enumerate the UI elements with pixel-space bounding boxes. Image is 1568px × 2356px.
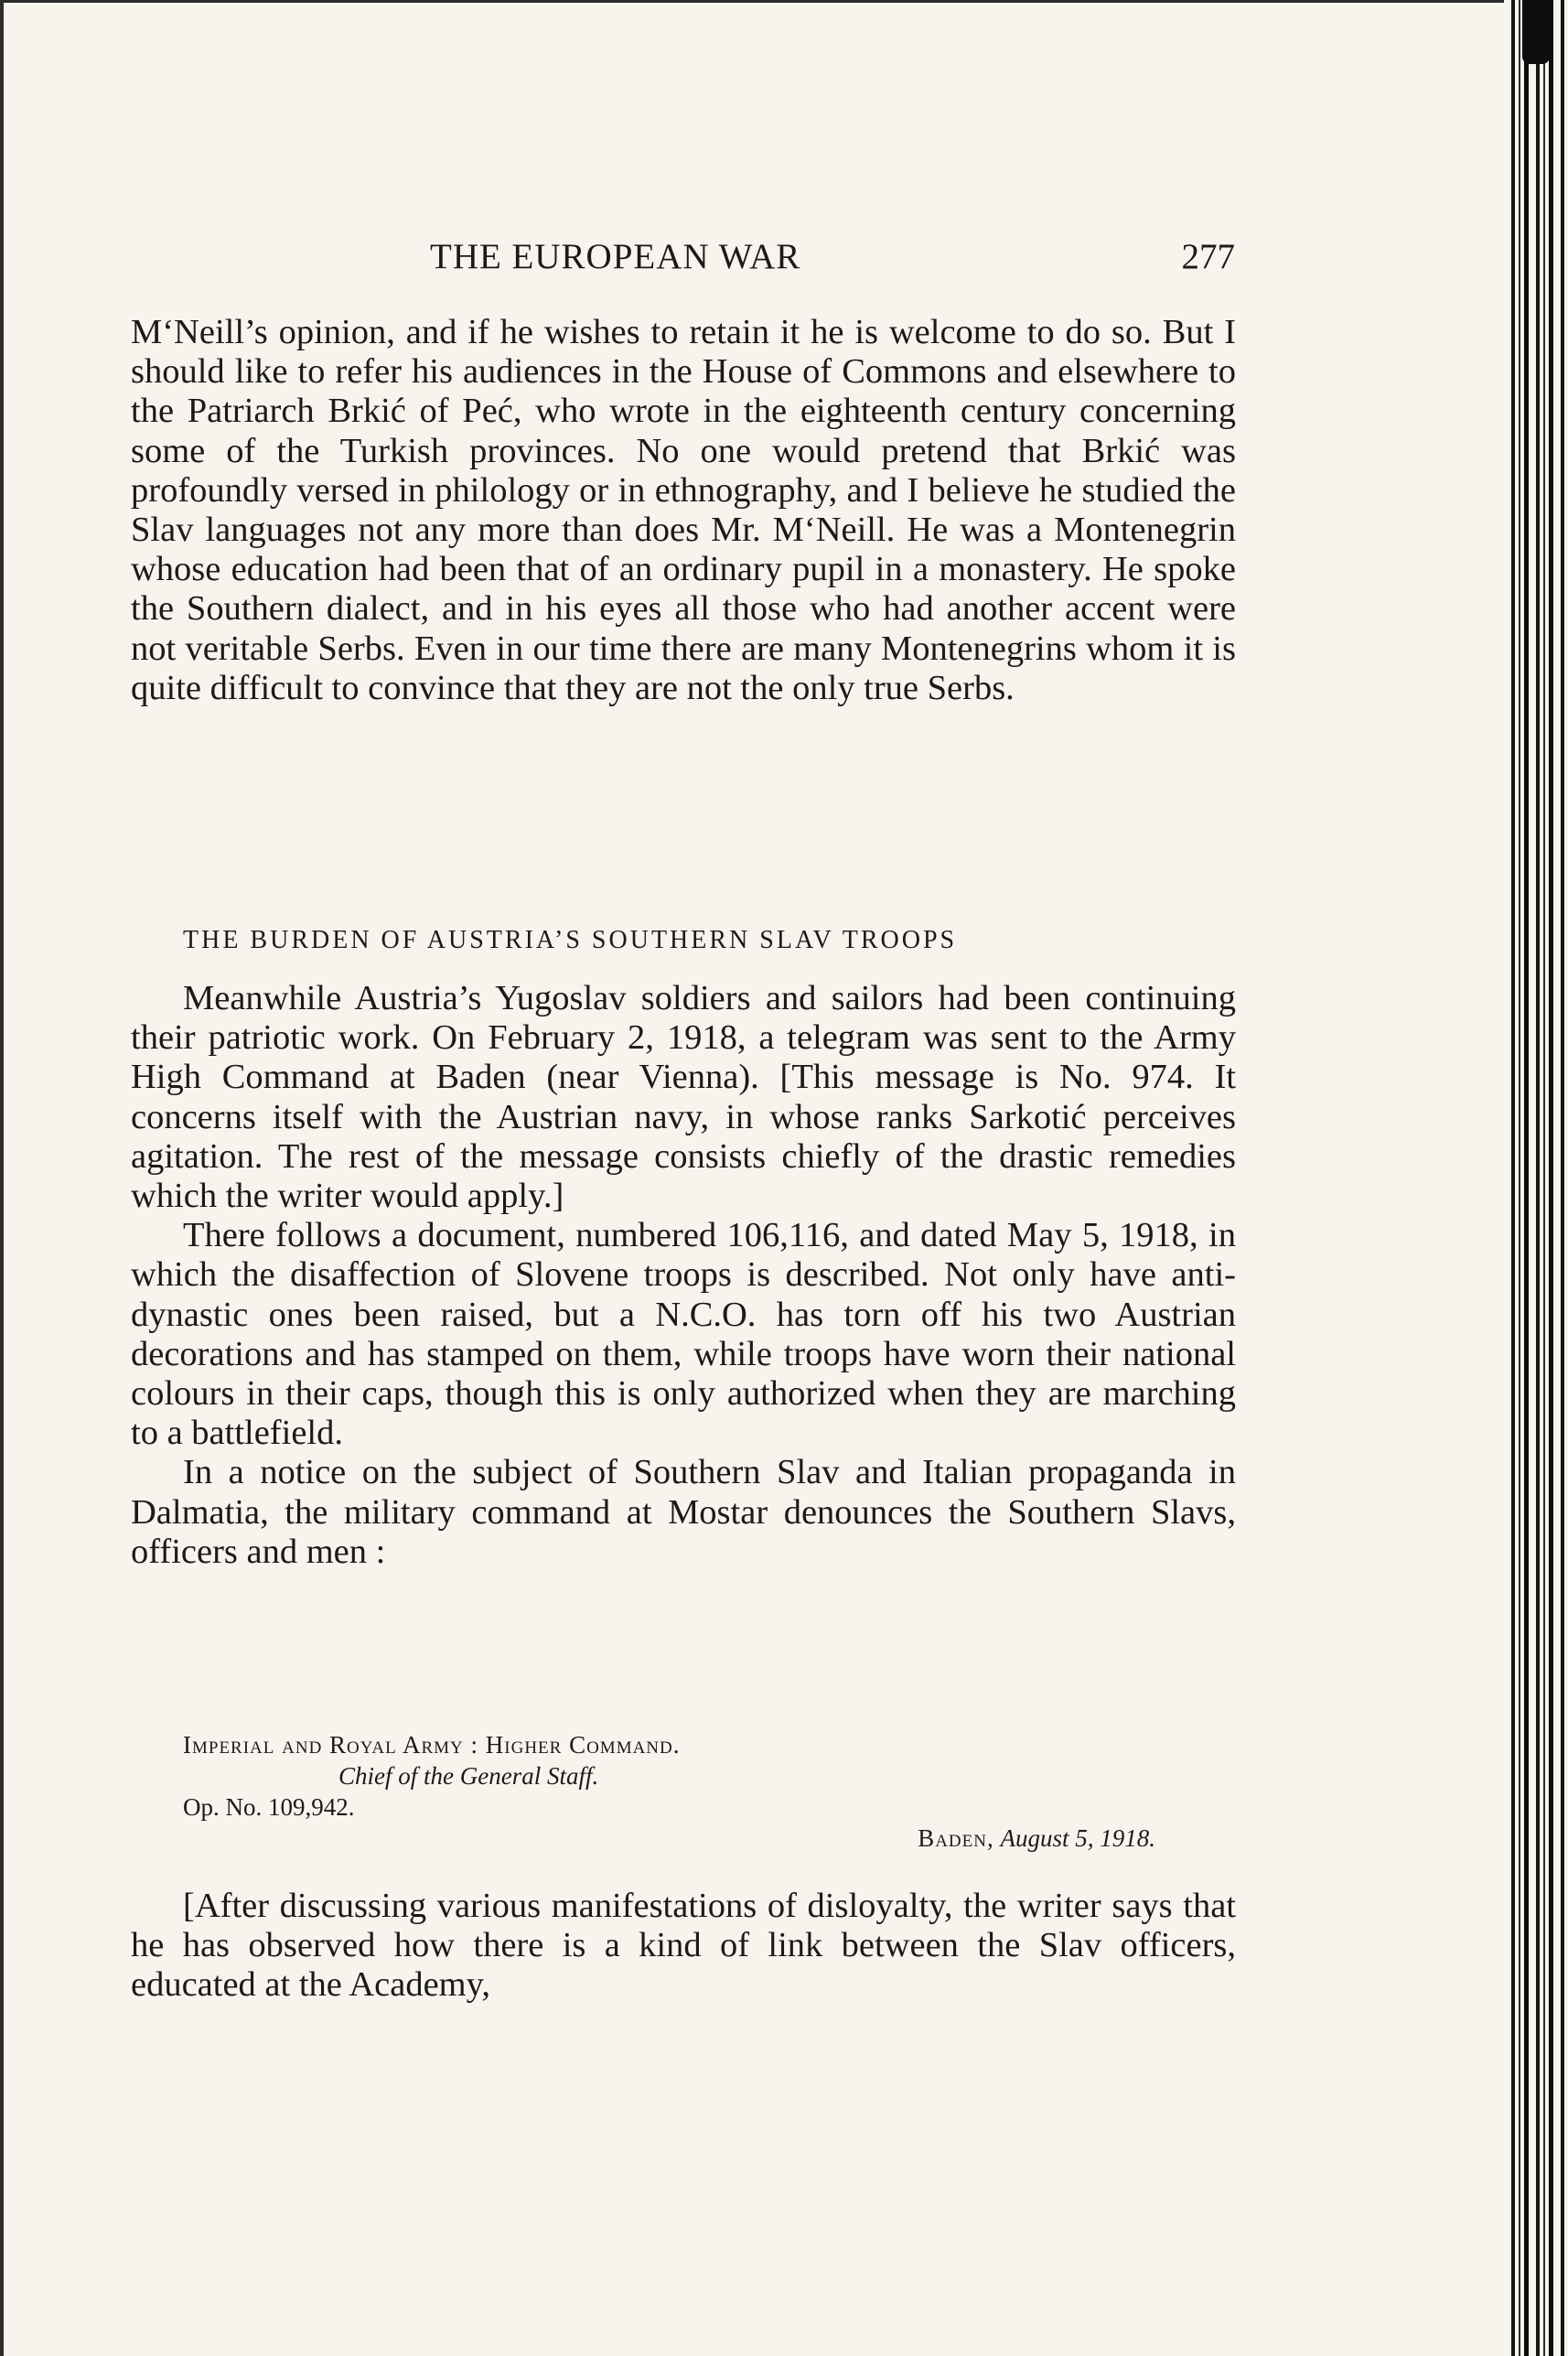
section-heading: THE BURDEN OF AUSTRIA’S SOUTHERN SLAV TROOPS — [183, 926, 958, 954]
paragraph-3: There follows a document, numbered 106,116, and dated May 5, 1918, in which the disaffection of Slovene troops is described. Not only have anti-dynastic ones been raised, but a N.C.O. has torn off his two Austrian decorations and has stamped on them, while troops have worn their national colours in their caps, though this is only authorized when they are marching to a battlefield. — [131, 1216, 1236, 1453]
paragraph-1: M‘Neill’s opinion, and if he wishes to retain it he is welcome to do so. But I should like to refer his audiences in the House of Commons and elsewhere to the Patriarch Brkić of Peć, who wrote in the eighteenth century concerning some of the Turkish provinces. No one would pretend that Brkić was profoundly versed in philology or in ethnography, and I believe he studied the Slav languages not any more than does Mr. M‘Neill. He was a Montenegrin whose education had been that of an ordinary pupil in a monastery. He spoke the Southern dialect, and in his eyes all those who had another accent were not veritable Serbs. Even in our time there are many Montenegrins whom it is quite difficult to convince that they are not the only true Serbs. — [131, 313, 1236, 707]
paragraph-2: Meanwhile Austria’s Yugoslav soldiers and sailors had been continuing their patriotic work. On February 2, 1918, a telegram was sent to the Army High Command at Baden (near Vienna). [This message is No. 974. It concerns itself with the Austrian navy, in whose ranks Sarkotić perceives agitation. The rest of the message consists chiefly of the drastic remedies which the writer would apply.] — [131, 979, 1236, 1216]
scan-top-edge — [0, 0, 1568, 3]
document-date: August 5, 1918. — [1000, 1824, 1155, 1852]
document-reference: Op. No. 109,942. — [183, 1793, 355, 1821]
book-binding-edge — [1504, 0, 1568, 2356]
running-head — [430, 236, 1235, 282]
paragraph-4: In a notice on the subject of Southern Slav and Italian propaganda in Dalmatia, the military command at Mostar denounces the Southern Slavs, officers and men : — [131, 1453, 1236, 1571]
page-number: 277 — [1181, 237, 1235, 276]
paragraph-5: [After discussing various manifestations of disloyalty, the writer says that he has observed how there is a kind of link between the Slav officers, educated at the Academy, — [131, 1887, 1236, 2005]
document-authority: Imperial and Royal Army : Higher Command. — [183, 1731, 681, 1759]
paragraph-5-block — [131, 1887, 1236, 2006]
document-office: Chief of the General Staff. — [338, 1762, 599, 1790]
paragraphs-block — [131, 979, 1236, 1572]
document-place: Baden, — [918, 1824, 994, 1852]
binding-shadow — [1522, 0, 1550, 64]
scan-left-edge — [0, 0, 4, 2356]
running-title: THE EUROPEAN WAR — [430, 237, 801, 276]
document-place-date — [814, 1824, 1155, 1853]
paragraph-1-block — [131, 313, 1236, 708]
